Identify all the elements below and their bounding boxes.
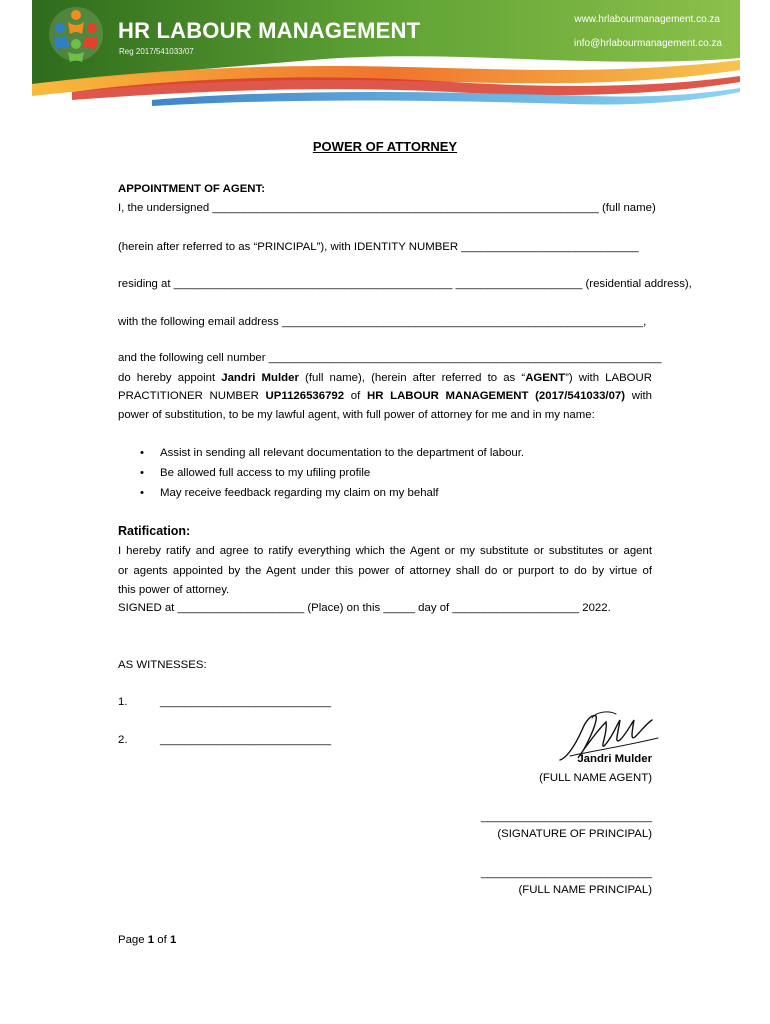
bullet-item: May receive feedback regarding my claim on my behalf bbox=[160, 487, 439, 499]
email-address-line: with the following email address _________________________________________________________, bbox=[118, 316, 647, 328]
witness-1-number: 1. bbox=[118, 696, 128, 708]
appointment-statement-line-1: do hereby appoint Jandri Mulder (full name), (herein after referred to as “AGENT”) with LABOUR bbox=[118, 372, 652, 384]
ratification-line-2: or agents appointed by the Agent under this power of attorney shall do or purport to do by virtue of bbox=[118, 565, 652, 577]
practitioner-number: UP1126536792 bbox=[265, 390, 345, 402]
ratification-heading: Ratification: bbox=[118, 524, 191, 538]
ratification-line-3: this power of attorney. bbox=[118, 584, 230, 596]
company-email[interactable]: info@hrlabourmanagement.co.za bbox=[573, 38, 722, 49]
witnesses-heading: AS WITNESSES: bbox=[118, 659, 207, 671]
agent-printed-name: Jandri Mulder bbox=[577, 753, 652, 765]
company-website[interactable]: www.hrlabourmanagement.co.za bbox=[574, 14, 720, 25]
company-logo-icon bbox=[46, 4, 106, 64]
page-number: Page 1 of 1 bbox=[118, 934, 177, 946]
bullet-item: Assist in sending all relevant documentation to the department of labour. bbox=[160, 447, 525, 459]
letterhead-banner bbox=[32, 0, 740, 112]
witness-2-signature-line: ___________________________ bbox=[160, 734, 332, 746]
residential-address-line: residing at ____________________________________________ ____________________ (residential address), bbox=[118, 278, 692, 290]
principal-name-line: ___________________________ bbox=[480, 867, 652, 879]
cell-number-line: and the following cell number ______________________________________________________________ bbox=[118, 352, 662, 364]
appointment-statement-line-2: PRACTITIONER NUMBER UP1126536792 of HR LABOUR MANAGEMENT (2017/541033/07) with bbox=[118, 390, 653, 402]
bullet-marker: • bbox=[140, 487, 144, 499]
witness-2-number: 2. bbox=[118, 734, 128, 746]
bullet-marker: • bbox=[140, 467, 144, 479]
bullet-item: Be allowed full access to my ufiling profile bbox=[160, 467, 371, 479]
agent-name: Jandri Mulder bbox=[221, 372, 299, 384]
document-title: POWER OF ATTORNEY bbox=[312, 139, 458, 154]
appointment-heading: APPOINTMENT OF AGENT: bbox=[118, 183, 266, 195]
principal-id-line: (herein after referred to as “PRINCIPAL”), with IDENTITY NUMBER ____________________________ bbox=[118, 241, 639, 253]
principal-signature-line: ___________________________ bbox=[480, 811, 652, 823]
witness-1-signature-line: ___________________________ bbox=[160, 696, 332, 708]
signed-at-line: SIGNED at ____________________ (Place) on this _____ day of ____________________ 2022. bbox=[118, 602, 611, 614]
ratification-line-1: I hereby ratify and agree to ratify everything which the Agent or my substitute or substitutes or agent bbox=[118, 545, 652, 557]
bullet-marker: • bbox=[140, 447, 144, 459]
company-name: HR LABOUR MANAGEMENT bbox=[118, 18, 421, 43]
company-registration: Reg 2017/541033/07 bbox=[119, 47, 194, 56]
principal-signature-caption: (SIGNATURE OF PRINCIPAL) bbox=[497, 828, 652, 840]
appointment-statement-line-3: power of substitution, to be my lawful agent, with full power of attorney for me and in my name: bbox=[118, 409, 595, 421]
undersigned-line: I, the undersigned _____________________________________________________________ (full name) bbox=[118, 202, 656, 214]
agent-name-caption: (FULL NAME AGENT) bbox=[539, 772, 652, 784]
principal-name-caption: (FULL NAME PRINCIPAL) bbox=[518, 884, 652, 896]
